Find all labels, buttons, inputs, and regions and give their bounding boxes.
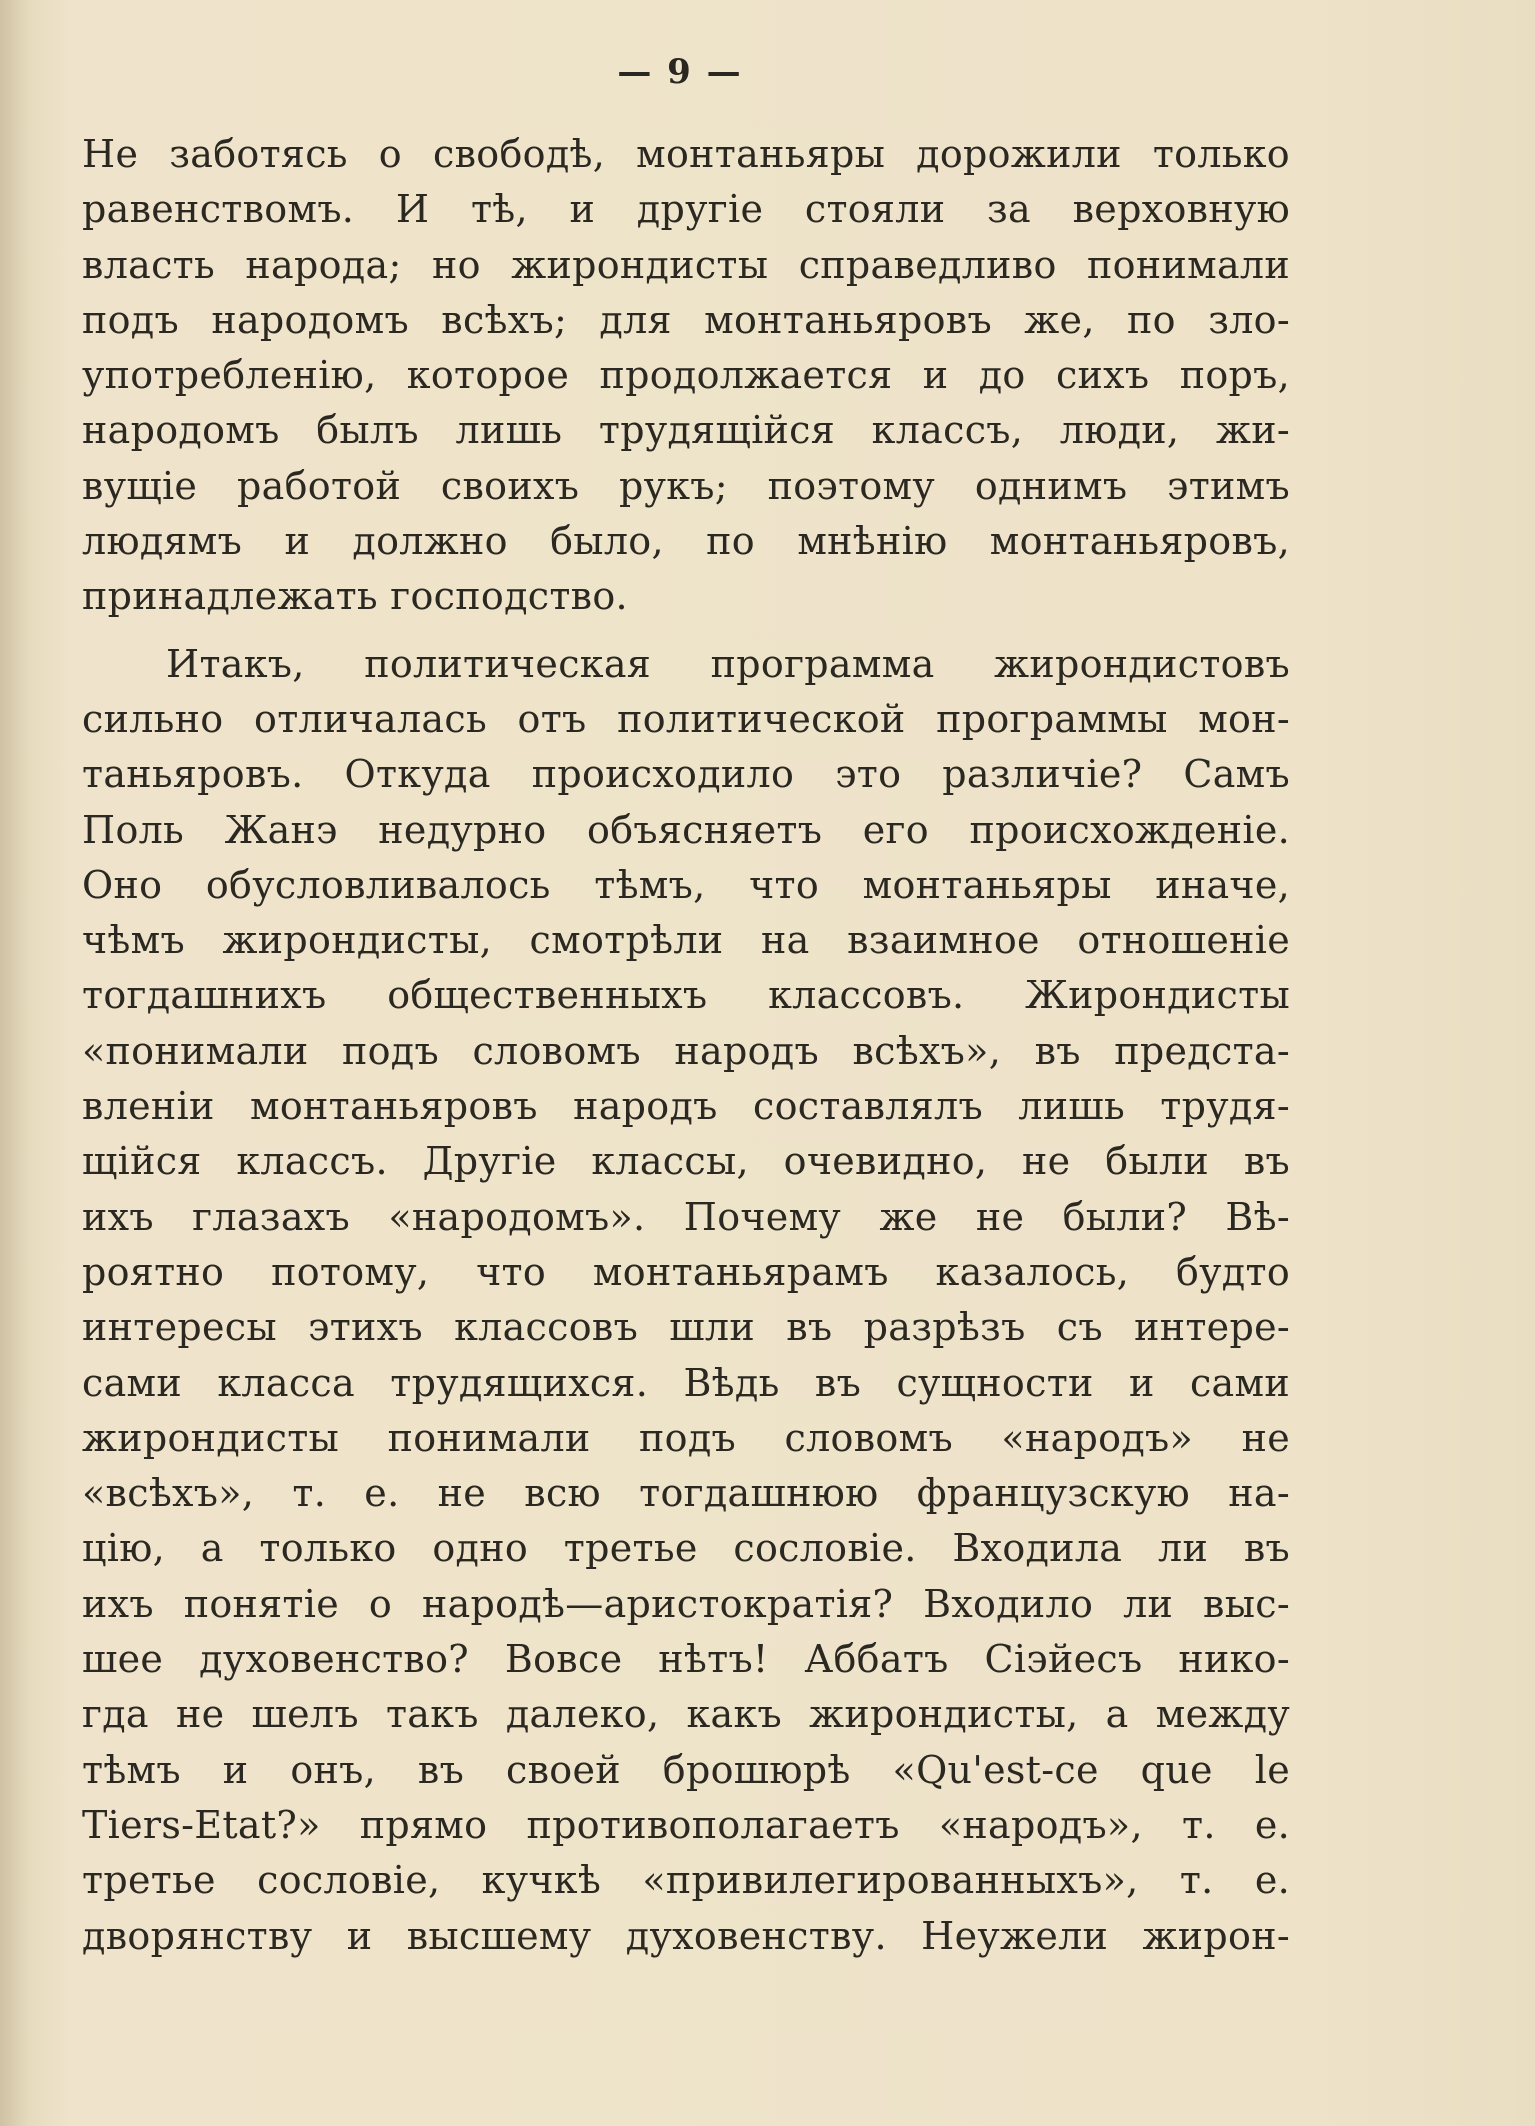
- text-line: тѣмъ и онъ, въ своей брошюрѣ «Qu'est-ce que le: [82, 1747, 1290, 1792]
- text-line: Оно обусловливалось тѣмъ, что монтаньяры иначе,: [82, 862, 1290, 907]
- text-line: жирондисты понимали подъ словомъ «народъ» не: [82, 1415, 1290, 1460]
- page-text: [82, 127, 1290, 1964]
- text-line: употребленію, которое продолжается и до сихъ поръ,: [82, 353, 1290, 398]
- text-line: равенствомъ. И тѣ, и другіе стояли за верховную: [82, 187, 1290, 232]
- text-line: Не заботясь о свободѣ, монтаньяры дорожили только: [82, 132, 1290, 176]
- page-number: — 9 —: [617, 52, 743, 92]
- text-line: роятно потому, что монтаньярамъ казалось, будто: [82, 1249, 1290, 1294]
- paragraph: [82, 127, 1290, 625]
- text-line: щійся классъ. Другіе классы, очевидно, не были въ: [82, 1139, 1290, 1184]
- text-line: ихъ глазахъ «народомъ». Почему же не были? Вѣ-: [82, 1194, 1290, 1239]
- text-line: вленіи монтаньяровъ народъ составлялъ лишь трудя-: [82, 1084, 1290, 1129]
- text-line: Поль Жанэ недурно объясняетъ его происхожденіе.: [82, 807, 1290, 852]
- text-line: людямъ и должно было, по мнѣнію монтаньяровъ,: [82, 519, 1290, 564]
- text-line: шее духовенство? Вовсе нѣтъ! Аббатъ Сіэйесъ нико-: [82, 1637, 1290, 1682]
- text-line: дворянству и высшему духовенству. Неужели жирон-: [82, 1913, 1290, 1958]
- text-line: гда не шелъ такъ далеко, какъ жирондисты, а между: [82, 1692, 1290, 1737]
- text-line: таньяровъ. Откуда происходило это различіе? Самъ: [82, 752, 1290, 797]
- text-line: вущіе работой своихъ рукъ; поэтому однимъ этимъ: [82, 463, 1290, 508]
- text-line: цію, а только одно третье сословіе. Входила ли въ: [82, 1526, 1290, 1571]
- text-line: тогдашнихъ общественныхъ классовъ. Жирондисты: [82, 973, 1290, 1018]
- text-line: ихъ понятіе о народѣ—аристократія? Входило ли выс-: [82, 1581, 1290, 1626]
- text-line: принадлежать господство.: [82, 574, 628, 619]
- text-line: чѣмъ жирондисты, смотрѣли на взаимное отношеніе: [82, 918, 1290, 963]
- text-line: интересы этихъ классовъ шли въ разрѣзъ съ интере-: [82, 1305, 1290, 1350]
- paragraph: [82, 637, 1290, 1964]
- text-line: сильно отличалась отъ политической программы мон-: [82, 696, 1290, 741]
- paragraph-gap: [82, 625, 1290, 637]
- text-line: третье сословіе, кучкѣ «привилегированныхъ», т. е.: [82, 1858, 1290, 1903]
- text-line: Tiers-Etat?» прямо противополагаетъ «народъ», т. е.: [82, 1802, 1290, 1847]
- text-line: власть народа; но жирондисты справедливо понимали: [82, 242, 1290, 287]
- text-line: народомъ былъ лишь трудящійся классъ, люди, жи-: [82, 408, 1290, 453]
- text-line: подъ народомъ всѣхъ; для монтаньяровъ же, по зло-: [82, 297, 1290, 342]
- text-line: «всѣхъ», т. е. не всю тогдашнюю французскую на-: [82, 1471, 1290, 1516]
- text-line: сами класса трудящихся. Вѣдь въ сущности и сами: [82, 1360, 1290, 1405]
- text-line: Итакъ, политическая программа жирондистовъ: [166, 641, 1290, 686]
- text-line: «понимали подъ словомъ народъ всѣхъ», въ предста-: [82, 1028, 1290, 1073]
